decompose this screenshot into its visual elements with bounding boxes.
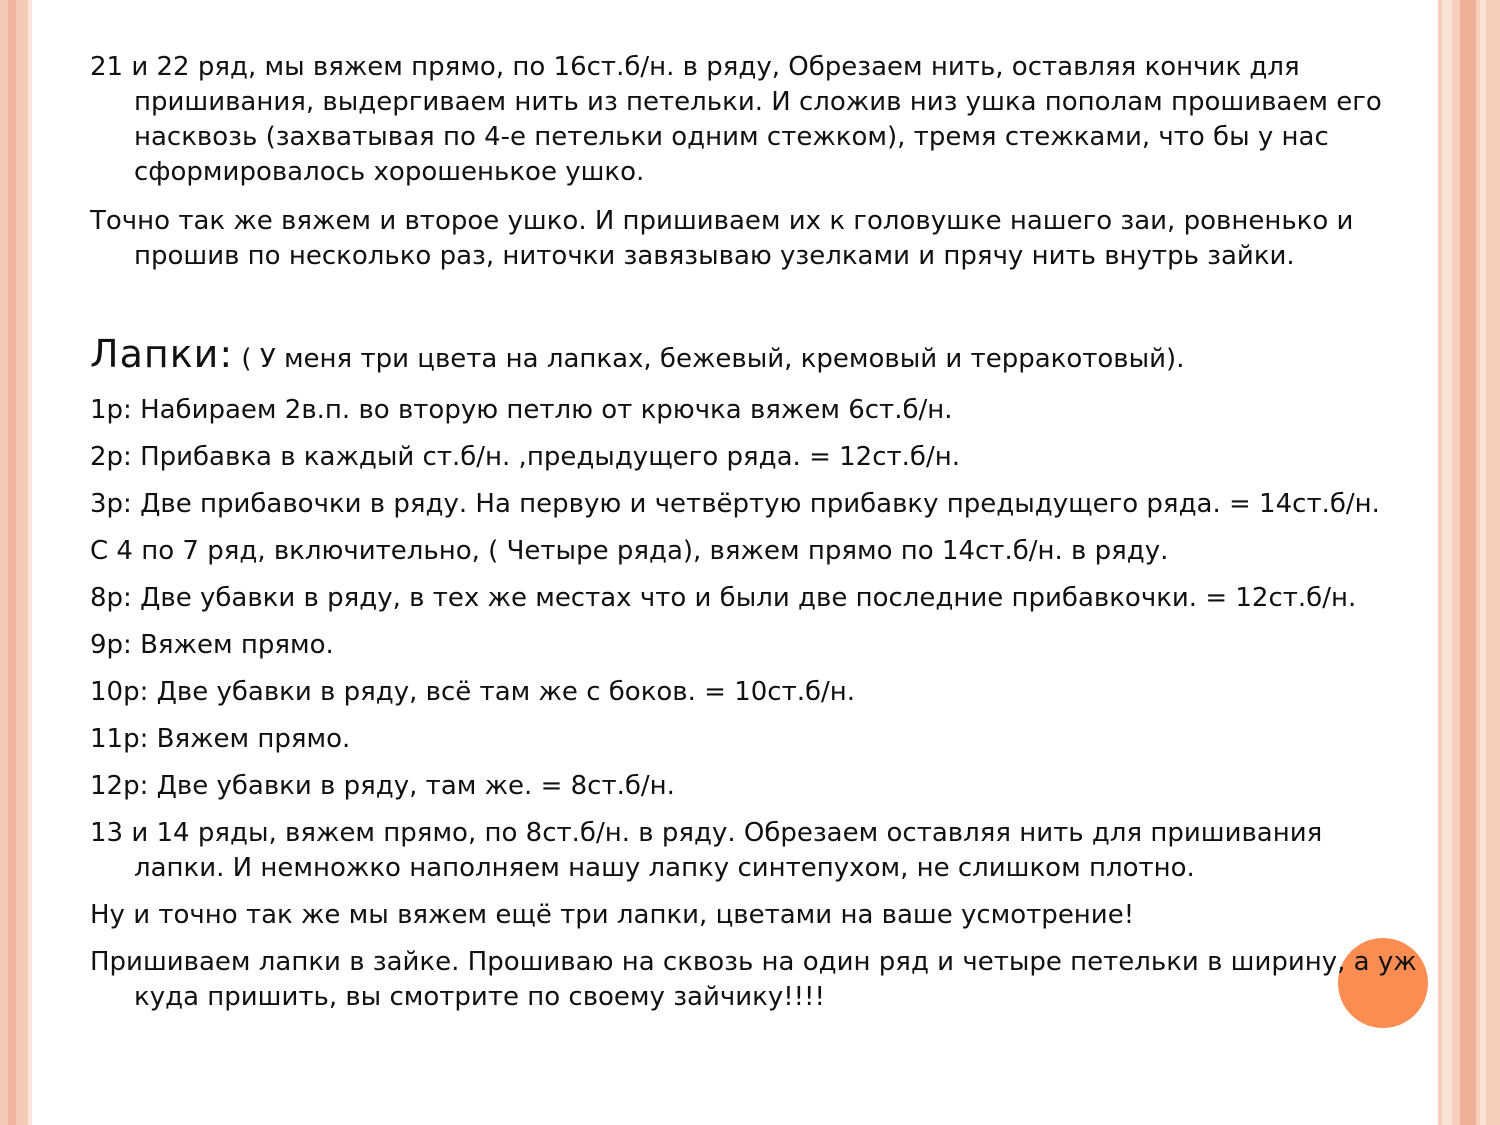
row-instruction: 8р: Две убавки в ряду, в тех же местах что и были две последние прибавкочки. = 12ст.б/н. (90, 583, 1357, 613)
heading-title: Лапки: (90, 332, 234, 376)
row-instruction: 12р: Две убавки в ряду, там же. = 8ст.б/н. (90, 771, 675, 801)
row-instruction: С 4 по 7 ряд, включительно, ( Четыре ряда), вяжем прямо по 14ст.б/н. в ряду. (90, 536, 1169, 566)
row-instruction: 11р: Вяжем прямо. (90, 724, 351, 754)
right-decorative-border (1438, 0, 1500, 1125)
row-instruction: 3р: Две прибавочки в ряду. На первую и четвёртую прибавку предыдущего ряда. = 14ст.б/н. (90, 489, 1380, 519)
paragraph-ear-rows: 21 и 22 ряд, мы вяжем прямо, по 16ст.б/н. в ряду, Обрезаем нить, оставляя кончик для пришивания, выдергиваем нить из петельки. И сложив низ ушка пополам прошиваем его насквозь (захватывая по 4-е петельки одним стежком), тремя стежками, что бы у нас сформировалось хорошенькое ушко. (90, 52, 1382, 187)
row-instruction: Ну и точно так же мы вяжем ещё три лапки, цветами на ваше усмотрение! (90, 900, 1135, 930)
row-instruction: 13 и 14 ряды, вяжем прямо, по 8ст.б/н. в ряду. Обрезаем оставляя нить для пришивания лапки. И немножко наполняем нашу лапку синтепухом, не слишком плотно. (90, 818, 1323, 883)
row-instruction: 10р: Две убавки в ряду, всё там же с боков. = 10ст.б/н. (90, 677, 856, 707)
row-instruction: Пришиваем лапки в зайке. Прошиваю на сквозь на один ряд и четыре петельки в ширину, а уж куда пришить, вы смотрите по своему зайчику!!!! (90, 947, 1417, 1012)
row-instruction: 9р: Вяжем прямо. (90, 630, 334, 660)
section-heading (90, 334, 1420, 379)
right-border-stripe (1442, 0, 1452, 1125)
row-instruction: 2р: Прибавка в каждый ст.б/н. ,предыдущего ряда. = 12ст.б/н. (90, 442, 960, 472)
paragraph-second-ear: Точно так же вяжем и второе ушко. И пришиваем их к головушке нашего заи, ровненько и прошив по несколько раз, ниточки завязываю узелками и прячу нить внутрь зайки. (90, 206, 1354, 271)
slide-content (90, 50, 1420, 1027)
heading-subtitle: ( У меня три цвета на лапках, бежевый, кремовый и терракотовый). (233, 344, 1185, 374)
right-border-stripe (1460, 0, 1476, 1125)
row-instruction: 1р: Набираем 2в.п. во вторую петлю от крючка вяжем 6ст.б/н. (90, 395, 953, 425)
left-decorative-border (0, 0, 28, 1125)
right-border-stripe (1480, 0, 1486, 1125)
